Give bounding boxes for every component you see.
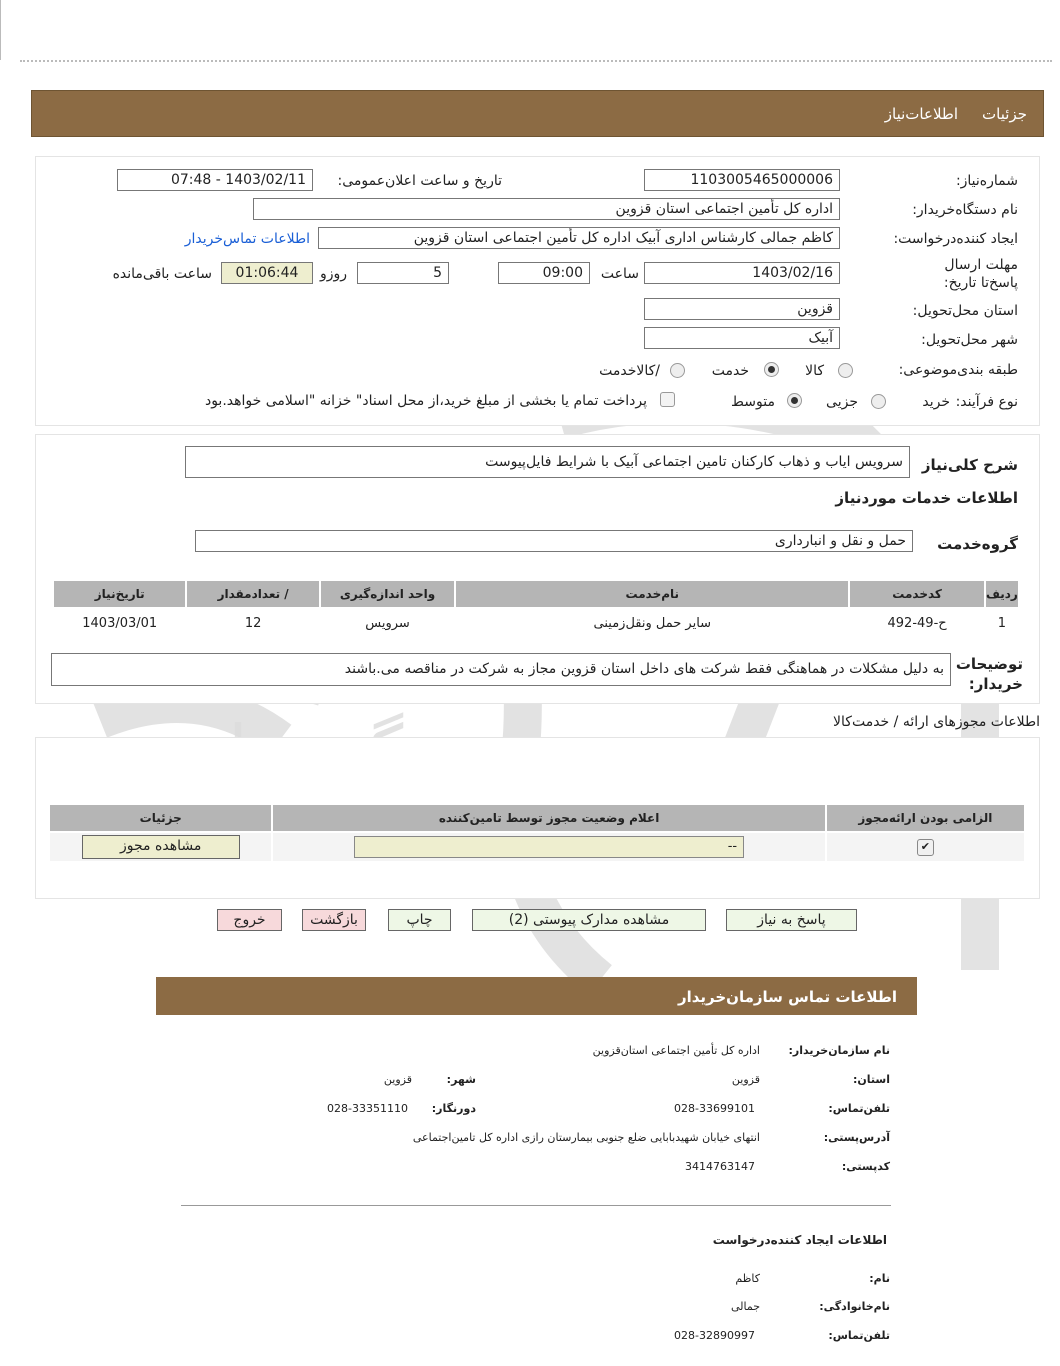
cell-need-date: 1403/03/01 [54,609,185,637]
contact-postal-value: 3414763147 [685,1160,755,1173]
col-permit-details: جزئیات [50,805,271,831]
process-option-minor: جزیی [826,394,858,410]
contact-city-value: قزوین [383,1073,412,1086]
summary-label: شرح کلی‌نیاز [921,456,1018,474]
contact-divider [181,1205,891,1206]
cell-row: 1 [986,609,1018,637]
contact-phone-label: تلفن‌تماس: [828,1102,890,1115]
category-option-service: خدمت [711,363,749,379]
days-label: روزو [319,266,347,282]
col-permit-status: اعلام وضعیت مجوز توسط تامین‌کننده [273,805,824,831]
category-radio-service[interactable] [764,362,779,377]
cell-permit-required [827,833,1024,861]
buyer-org-field: اداره کل تأمین اجتماعی استان قزوین [253,198,840,220]
process-label: نوع فرآیند: [955,394,1018,410]
col-service-code: کدخدمت [850,581,983,607]
permits-title: اطلاعات مجوزهای ارائه / خدمت‌کالا [833,714,1040,730]
permits-table [48,803,1026,863]
deadline-time-field: 09:00 [498,262,590,284]
services-title: اطلاعات خدمات موردنیاز [835,489,1018,507]
payment-note: پرداخت تمام یا بخشی از مبلغ خرید،از محل اسناد" خزانه "اسلامی خواهد.بود [204,393,647,409]
creator-phone-label: تلفن‌تماس: [828,1329,890,1342]
category-option-goods-service: /کالاخدمت [599,363,660,379]
process-option-purchase: خرید [922,394,950,410]
remaining-label: ساعت باقی‌مانده [112,266,212,282]
contact-address-value: انتهای خیابان شهیدبابایی ضلع جنوبی بیمارستان رازی اداره کل تامین‌اجتماعی [412,1131,760,1144]
contact-postal-label: کدپستی: [841,1160,890,1173]
col-service-name: نام‌خدمت [456,581,848,607]
announce-field: 1403/02/11 - 07:48 [117,169,313,191]
cell-unit: سرویس [321,609,454,637]
contact-fax-value: 028-33351110 [327,1102,408,1115]
creator-label: ایجاد کننده‌درخواست: [893,231,1018,247]
cell-quantity: 12 [187,609,318,637]
payment-checkbox[interactable] [660,392,675,407]
deadline-date-field: 1403/02/16 [644,262,840,284]
tab-details[interactable]: جزئیات [982,105,1027,123]
creator-info-title: اطلاعات ایجاد کننده‌درخواست [712,1233,887,1247]
deadline-label: مهلت ارسال پاسخ‌تا تاریخ: [943,257,1018,291]
buyer-org-label: نام دستگاه‌خریدار: [912,202,1018,218]
exit-button[interactable]: خروج [217,909,282,931]
contact-bar-title: اطلاعات تماس سازمان‌خریدار [677,988,897,1006]
process-radio-minor[interactable] [871,394,886,409]
print-button[interactable]: چاپ [388,909,451,931]
attachments-button[interactable]: مشاهده مدارک پیوستی (2) [472,909,706,931]
col-quantity: / تعدادمقدار [187,581,318,607]
header-bar [31,90,1044,137]
process-radio-medium[interactable] [787,393,802,408]
category-radio-goods-service[interactable] [670,363,685,378]
table-row [54,609,1018,637]
creator-family-value: جمالی [730,1300,760,1313]
category-radio-goods[interactable] [838,363,853,378]
city-field: آبیک [644,327,840,349]
process-option-medium: متوسط [731,394,775,410]
need-number-label: شماره‌نیاز: [955,173,1018,189]
table-row [50,833,1024,861]
cell-service-name: سایر حمل ونقل‌زمینی [456,609,848,637]
category-option-goods: کالا [805,363,824,379]
need-info-panel [35,156,1040,426]
tab-need-info[interactable]: اطلاعات‌نیاز [884,105,958,123]
col-need-date: تاریخ‌نیاز [54,581,185,607]
cell-permit-status [273,833,824,861]
announce-label: تاریخ و ساعت اعلان‌عمومی: [337,173,502,189]
buyer-notes-label: توضیحات خریدار: [955,655,1023,693]
province-field: قزوین [644,298,840,320]
contact-address-label: آدرس‌پستی: [823,1131,890,1144]
city-label: شهر محل‌تحویل: [921,332,1018,348]
contact-bar [156,977,917,1015]
col-unit: واحد اندازه‌گیری [321,581,454,607]
page-edge [0,0,8,60]
contact-org-value: اداره کل تأمین اجتماعی استان‌قزوین [592,1044,760,1057]
reply-button[interactable]: پاسخ به نیاز [726,909,857,931]
category-label: طبقه بندی‌موضوعی: [898,362,1018,378]
days-field: 5 [357,262,449,284]
services-table [52,579,1020,639]
view-permit-button[interactable]: مشاهده مجوز [82,835,240,859]
cell-permit-details [50,833,271,861]
service-group-field: حمل و نقل و انبارداری [195,530,913,552]
creator-name-value: کاظم [735,1272,760,1285]
cell-service-code: ح-49-492 [850,609,983,637]
divider [20,60,1052,62]
contact-city-label: شهر: [446,1073,476,1086]
service-group-label: گروه‌خدمت [937,535,1018,553]
creator-family-label: نام‌خانوادگی: [819,1300,890,1313]
permit-status-field[interactable]: -- [354,836,744,858]
buyer-contact-link[interactable]: اطلاعات تماس‌خریدار [184,231,310,247]
permit-required-checkbox[interactable]: ✔ [917,839,934,856]
contact-org-label: نام سازمان‌خریدار: [788,1044,890,1057]
contact-province-value: قزوین [731,1073,760,1086]
creator-name-label: نام: [869,1272,890,1285]
col-row: ردیف [986,581,1018,607]
contact-phone-value: 028-33699101 [674,1102,755,1115]
province-label: استان محل‌تحویل: [912,303,1018,319]
contact-province-label: استان: [853,1073,890,1086]
summary-field: سرویس ایاب و ذهاب کارکنان تامین اجتماعی آبیک با شرایط فایل‌پیوست [185,446,910,478]
contact-fax-label: دورنگار: [431,1102,476,1115]
col-permit-required: الزامی بودن ارائه‌مجوز [827,805,1024,831]
remaining-time-field: 01:06:44 [221,262,313,284]
creator-field: کاظم جمالی کارشناس اداری آبیک اداره کل تأمین اجتماعی استان قزوین [318,227,840,249]
time-label: ساعت [600,266,639,282]
creator-phone-value: 028-32890997 [674,1329,755,1342]
buyer-notes-field: به دلیل مشکلات در هماهنگی فقط شرکت های داخل استان قزوین مجاز به شرکت در مناقصه می.باشند [51,653,951,686]
back-button[interactable]: بازگشت [302,909,366,931]
need-number-field: 1103005465000006 [644,169,840,191]
